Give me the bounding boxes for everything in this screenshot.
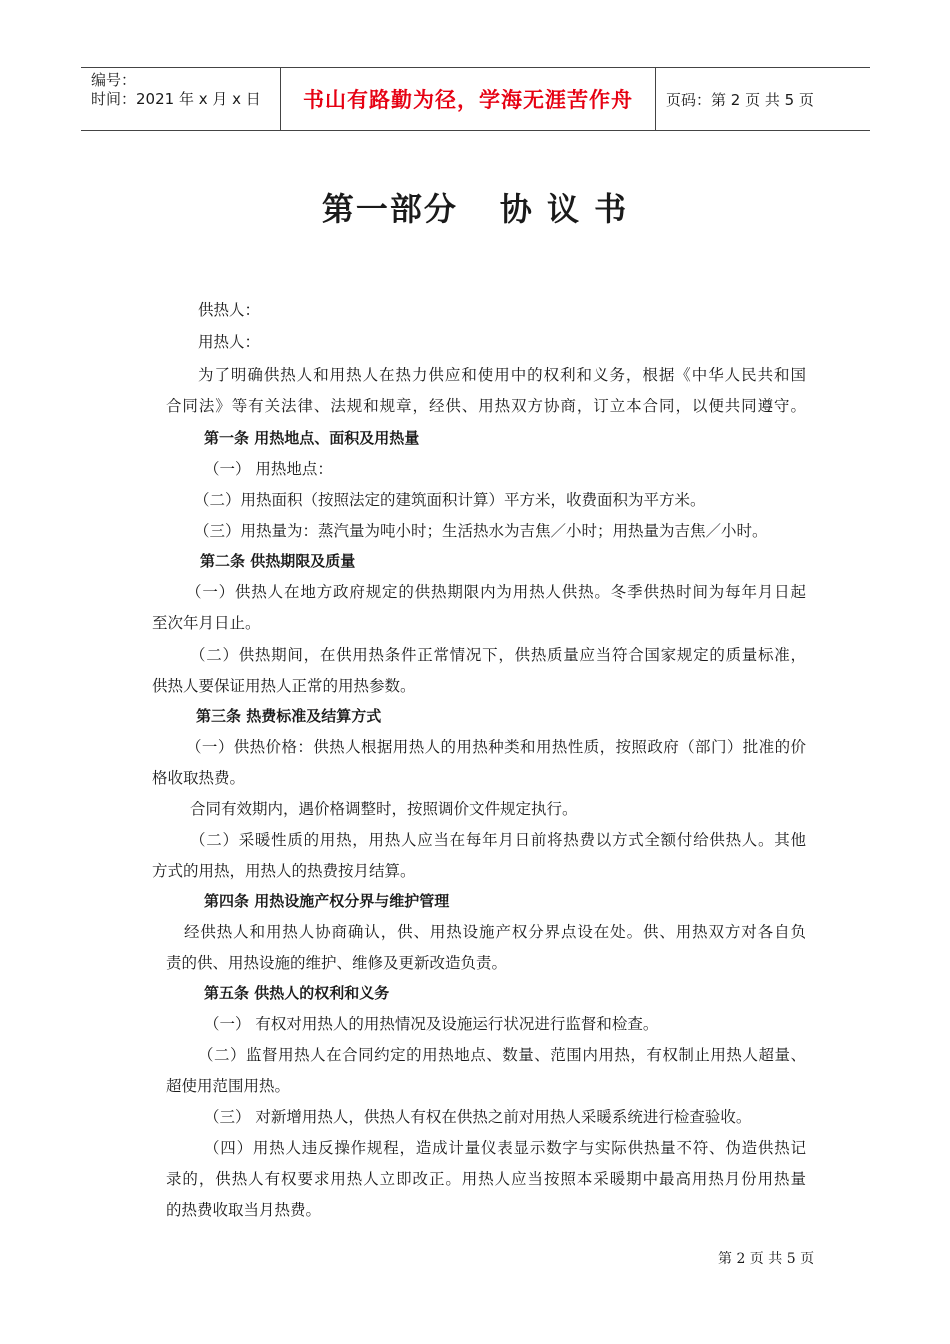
article-heading: 第五条 供热人的权利和义务 (204, 984, 390, 1002)
document-time-label: 时间：2021 年 x 月 x 日 (91, 90, 261, 108)
paragraph-line: 方式的用热，用热人的热费按月结算。 (152, 862, 416, 880)
paragraph-line: 格收取热费。 (152, 769, 246, 787)
title-name: 协 议 书 (499, 190, 629, 228)
paragraph-line: （二）供热期间，在供用热条件正常情况下，供热质量应当符合国家规定的质量标准， (190, 646, 806, 664)
article-heading: 第四条 用热设施产权分界与维护管理 (204, 892, 450, 910)
paragraph-line: 超使用范围用热。 (166, 1077, 291, 1095)
paragraph-line: （二）用热面积（按照法定的建筑面积计算）平方米，收费面积为平方米。 (194, 491, 706, 509)
paragraph-line: 为了明确供热人和用热人在热力供应和使用中的权利和义务，根据《中华人民共和国 (198, 366, 806, 384)
header-meta (81, 68, 281, 130)
paragraph-line: （二）采暖性质的用热，用热人应当在每年月日前将热费以方式全额付给供热人。其他 (190, 831, 806, 849)
paragraph-line: （一） 用热地点： (204, 460, 333, 478)
supplier-line: 供热人： (198, 301, 261, 319)
paragraph-line: （二）监督用热人在合同约定的用热地点、数量、范围内用热，有权制止用热人超量、 (198, 1046, 806, 1064)
page-footer: 第 2 页 共 5 页 (718, 1251, 815, 1267)
article-heading: 第二条 供热期限及质量 (200, 552, 356, 570)
document-number-label: 编号： (91, 71, 137, 89)
paragraph-line: 合同法》等有关法律、法规和规章，经供、用热双方协商，订立本合同，以便共同遵守。 (166, 397, 806, 415)
paragraph-line: （四）用热人违反操作规程，造成计量仪表显示数字与实际供热量不符、伪造供热记 (204, 1139, 806, 1157)
paragraph-line: 经供热人和用热人协商确认，供、用热设施产权分界点设在处。供、用热双方对各自负 (184, 923, 806, 941)
paragraph-line: （一）供热价格：供热人根据用热人的用热种类和用热性质，按照政府（部门）批准的价 (186, 738, 806, 756)
header-page-number: 页码：第 2 页 共 5 页 (666, 90, 814, 109)
paragraph-line: （一） 有权对用热人的用热情况及设施运行状况进行监督和检查。 (204, 1015, 659, 1033)
paragraph-line: （三） 对新增用热人，供热人有权在供热之前对用热人采暖系统进行检查验收。 (204, 1108, 752, 1126)
paragraph-line: （三）用热量为：蒸汽量为吨小时；生活热水为吉焦／小时；用热量为吉焦／小时。 (194, 522, 768, 540)
user-line: 用热人： (198, 333, 261, 351)
article-heading: 第三条 热费标准及结算方式 (196, 707, 382, 725)
page-header (81, 67, 870, 131)
paragraph-line: 录的，供热人有权要求用热人立即改正。用热人应当按照本采暖期中最高用热月份用热量 (166, 1170, 806, 1188)
paragraph-line: （一）供热人在地方政府规定的供热期限内为用热人供热。冬季供热时间为每年月日起 (186, 583, 806, 601)
paragraph-line: 供热人要保证用热人正常的用热参数。 (152, 677, 416, 695)
paragraph-line: 责的供、用热设施的维护、维修及更新改造负责。 (166, 954, 508, 972)
paragraph-line: 的热费收取当月热费。 (166, 1201, 322, 1219)
header-motto: 书山有路勤为径，学海无涯苦作舟 (281, 68, 656, 130)
page-title (0, 184, 950, 230)
title-part: 第一部分 (321, 190, 458, 228)
article-heading: 第一条 用热地点、面积及用热量 (204, 429, 420, 447)
paragraph-line: 至次年月日止。 (152, 614, 261, 632)
paragraph-line: 合同有效期内，遇价格调整时，按照调价文件规定执行。 (190, 800, 578, 818)
